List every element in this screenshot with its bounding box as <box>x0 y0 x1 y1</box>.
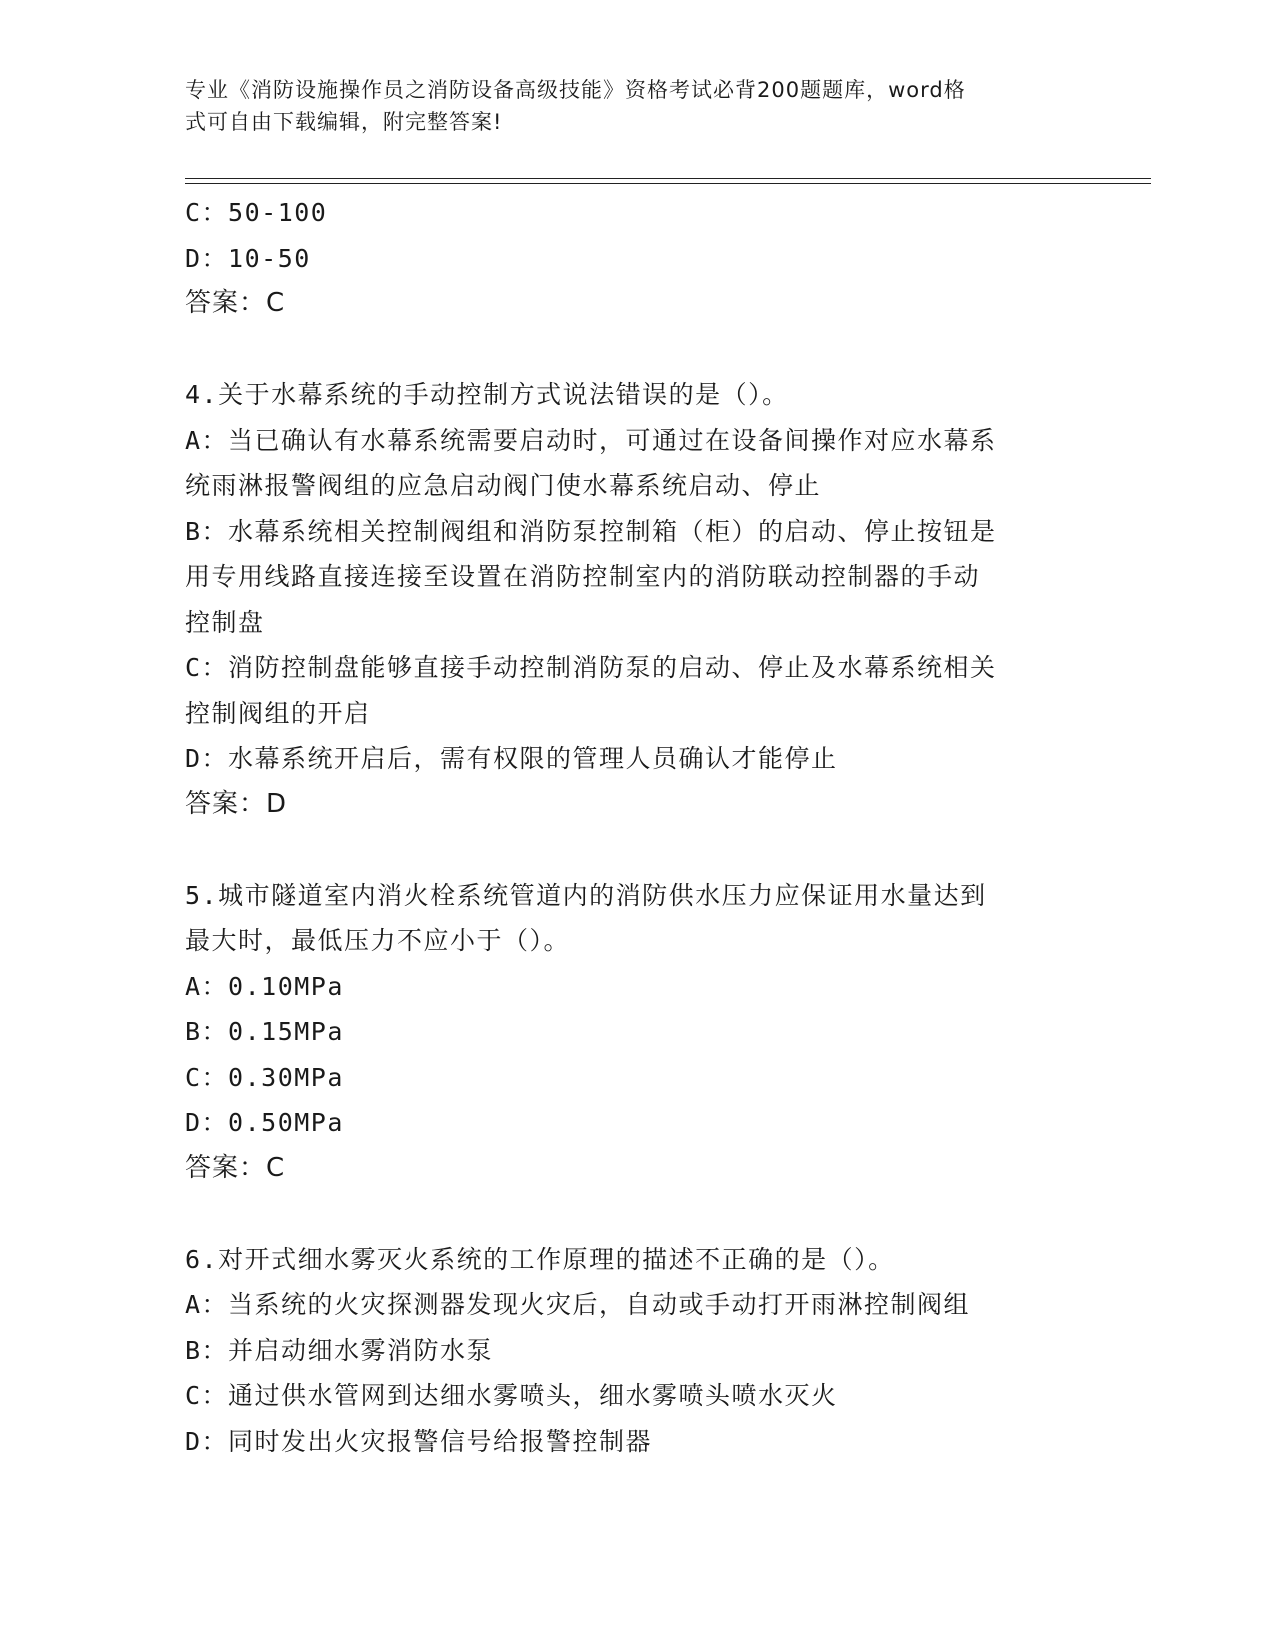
q4-option-a-line-1: A：当已确认有水幕系统需要启动时，可通过在设备间操作对应水幕系 <box>185 425 997 455</box>
q4-answer: 答案：D <box>185 788 288 819</box>
q5-stem-line-2: 最大时，最低压力不应小于（）。 <box>185 926 571 955</box>
q5-option-d: D：0.50MPa <box>185 1108 344 1137</box>
q5-answer: 答案：C <box>185 1152 286 1183</box>
q5-option-b: B：0.15MPa <box>185 1017 344 1046</box>
spacer <box>185 327 1085 373</box>
question-6 <box>185 1237 1085 1465</box>
spacer <box>185 1191 1085 1237</box>
q4-option-b-line-3: 控制盘 <box>185 607 265 637</box>
question-5 <box>185 873 1085 1192</box>
q4-option-b-line-2: 用专用线路直接连接至设置在消防控制室内的消防联动控制器的手动 <box>185 562 981 591</box>
header-line-1: 专业《消防设施操作员之消防设备高级技能》资格考试必背200题题库，word格 <box>185 78 966 102</box>
q6-option-d: D：同时发出火灾报警信号给报警控制器 <box>185 1426 653 1456</box>
document-header <box>185 74 1065 138</box>
question-list <box>185 190 1085 1464</box>
q3-option-d: D：10-50 <box>185 243 311 273</box>
q4-option-c-line-1: C：消防控制盘能够直接手动控制消防泵的启动、停止及水幕系统相关 <box>185 653 997 682</box>
q5-stem-line-1: 5.城市隧道室内消火栓系统管道内的消防供水压力应保证用水量达到 <box>185 880 987 910</box>
q4-option-c-line-2: 控制阀组的开启 <box>185 698 371 728</box>
q5-option-c: C：0.30MPa <box>185 1062 344 1092</box>
q3-option-c: C：50-100 <box>185 198 328 227</box>
header-rule-top <box>185 178 1151 179</box>
q6-option-c: C：通过供水管网到达细水雾喷头，细水雾喷头喷水灭火 <box>185 1381 838 1410</box>
q4-stem: 4.关于水幕系统的手动控制方式说法错误的是（）。 <box>185 380 789 409</box>
q6-option-a: A：当系统的火灾探测器发现火灾后，自动或手动打开雨淋控制阀组 <box>185 1290 971 1319</box>
question-3 <box>185 190 1085 327</box>
q3-answer: 答案：C <box>185 288 286 318</box>
question-4 <box>185 372 1085 827</box>
q6-option-b: B：并启动细水雾消防水泵 <box>185 1335 494 1365</box>
q5-option-a: A：0.10MPa <box>185 971 344 1001</box>
q4-option-d: D：水幕系统开启后，需有权限的管理人员确认才能停止 <box>185 744 838 773</box>
header-rule-bottom <box>185 183 1151 184</box>
header-line-2: 式可自由下载编辑，附完整答案! <box>185 110 503 134</box>
spacer <box>185 827 1085 873</box>
q6-stem: 6.对开式细水雾灭火系统的工作原理的描述不正确的是（）。 <box>185 1244 895 1274</box>
q4-option-a-line-2: 统雨淋报警阀组的应急启动阀门使水幕系统启动、停止 <box>185 471 822 500</box>
q4-option-b-line-1: B：水幕系统相关控制阀组和消防泵控制箱（柜）的启动、停止按钮是 <box>185 516 997 546</box>
